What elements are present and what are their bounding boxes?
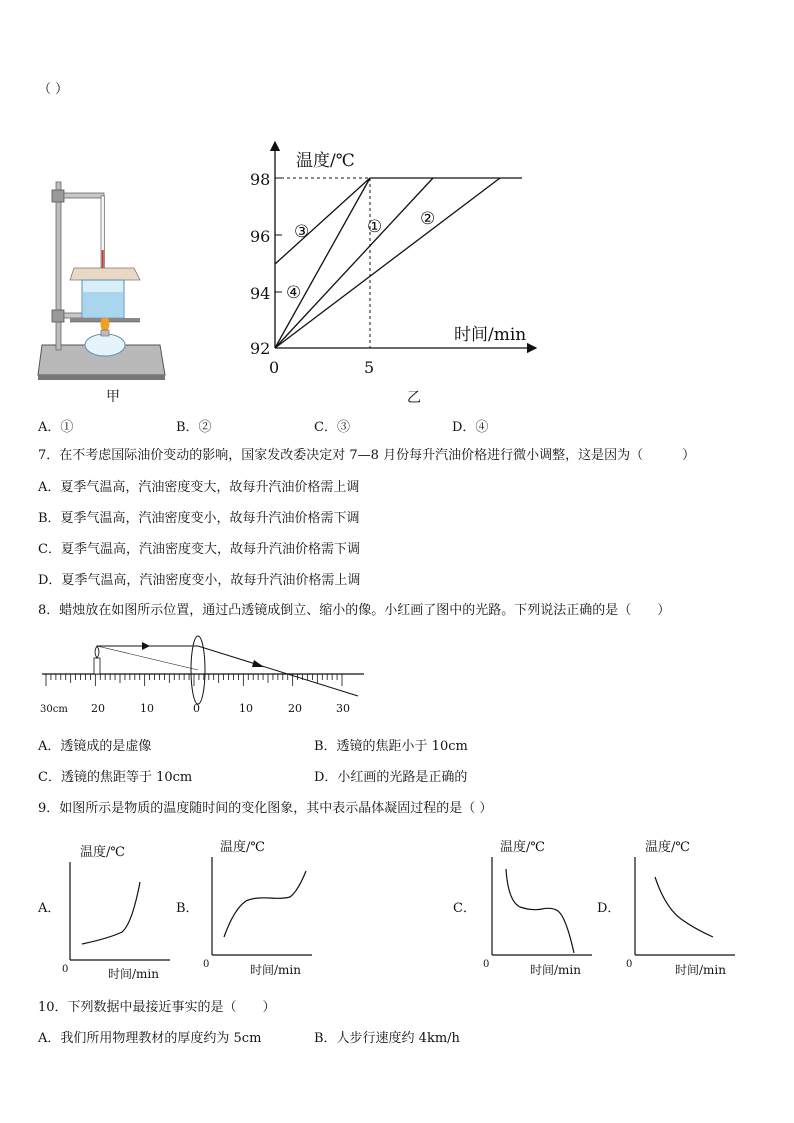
y-tick-92: 92 [250,339,271,358]
q9-graph-c [480,835,600,975]
q8-option-c[interactable]: C．透镜的焦距等于 10cm [38,770,193,785]
graph-line-4 [275,178,370,348]
ruler-label-10-right: 10 [239,702,253,715]
ruler-label-30cm: 30cm [40,704,68,715]
q9-d-xlabel: 时间/min [675,963,726,977]
label-line-2: ② [420,209,436,229]
light-ray-center [97,646,198,670]
q8-option-a[interactable]: A．透镜成的是虚像 [38,739,152,754]
q9-c-xlabel: 时间/min [530,963,581,977]
label-line-4: ④ [286,283,302,303]
graph-line-3 [275,178,370,264]
q6-option-c[interactable]: C．③ [314,420,350,435]
x-tick-0: 0 [269,358,280,377]
q10-option-a[interactable]: A．我们所用物理教材的厚度约为 5cm [38,1031,262,1046]
apparatus-jia-illustration [30,160,230,420]
ruler-ticks [46,674,342,686]
q9-b-xlabel: 时间/min [250,963,301,977]
q9-stem: 9．如图所示是物质的温度随时间的变化图象，其中表示晶体凝固过程的是（ ） [38,801,493,816]
curve-a [82,882,140,944]
q9-letter-a[interactable]: A． [38,901,61,916]
candle-flame [95,646,99,658]
q9-letter-d[interactable]: D． [597,901,621,916]
q10-stem: 10．下列数据中最接近事实的是（ ） [38,1000,276,1015]
graph-y-label: 温度/℃ [296,151,355,171]
graph-x-label: 时间/min [454,325,527,345]
q6-option-a[interactable]: A．① [38,420,74,435]
q6-paren: （ ） [38,82,69,97]
q9-c-ylabel: 温度/℃ [500,840,545,855]
y-tick-94: 94 [250,284,271,303]
y-tick-98: 98 [250,170,271,189]
q7-option-c[interactable]: C．夏季气温高，汽油密度变大，故每升汽油价格需下调 [38,542,360,557]
q9-a-ylabel: 温度/℃ [80,845,125,860]
q8-stem: 8．蜡烛放在如图所示位置，通过凸透镜成倒立、缩小的像。小红画了图中的光路。下列说法正确的是（ ） [38,603,671,618]
graph-line-2 [275,178,500,348]
q8-option-d[interactable]: D．小红画的光路是正确的 [314,770,468,785]
q9-d-origin: 0 [626,959,633,970]
q6-option-d[interactable]: D．④ [452,420,489,435]
y-tick-96: 96 [250,227,271,246]
curve-b [224,871,306,937]
q9-letter-b[interactable]: B． [176,901,199,916]
q7-option-b[interactable]: B．夏季气温高，汽油密度变小，故每升汽油价格需下调 [38,511,360,526]
graph-line-1 [275,178,436,348]
q9-b-origin: 0 [203,959,210,970]
q9-a-origin: 0 [62,964,69,975]
ruler-label-0: 0 [193,702,200,715]
q10-option-b[interactable]: B．人步行速度约 4km/h [314,1031,460,1046]
ruler-label-30-right: 30 [336,702,350,715]
q9-b-ylabel: 温度/℃ [220,840,265,855]
label-line-3: ③ [294,222,310,242]
q9-d-ylabel: 温度/℃ [645,840,690,855]
q9-graph-b [200,835,320,975]
curve-d [655,877,713,937]
q7-stem: 7．在不考虑国际油价变动的影响，国家发改委决定对 7—8 月份每升汽油价格进行微小调整，这是因为（ ） [38,448,696,463]
q9-graph-d [623,835,743,975]
q9-a-xlabel: 时间/min [108,967,159,981]
light-ray-parallel [97,646,358,696]
ruler-label-20-left: 20 [91,702,105,715]
q9-c-origin: 0 [483,959,490,970]
q7-option-d[interactable]: D．夏季气温高，汽油密度变小，故每升汽油价格需上调 [38,573,361,588]
figure-label-jia: 甲 [106,389,120,405]
label-line-1: ① [367,217,383,237]
candle [94,658,100,674]
ruler-label-20-right: 20 [288,702,302,715]
graph-yi [240,140,540,380]
q6-option-b[interactable]: B．② [176,420,212,435]
ruler-label-10-left: 10 [140,702,154,715]
q9-graph-a [60,840,180,980]
curve-c [506,869,574,953]
q7-option-a[interactable]: A．夏季气温高，汽油密度变大，故每升汽油价格需上调 [38,480,360,495]
optical-bench-diagram [38,630,378,720]
q8-option-b[interactable]: B．透镜的焦距小于 10cm [314,739,468,754]
x-tick-5: 5 [364,358,375,377]
q9-letter-c[interactable]: C． [453,901,476,916]
figure-label-yi: 乙 [407,390,421,406]
